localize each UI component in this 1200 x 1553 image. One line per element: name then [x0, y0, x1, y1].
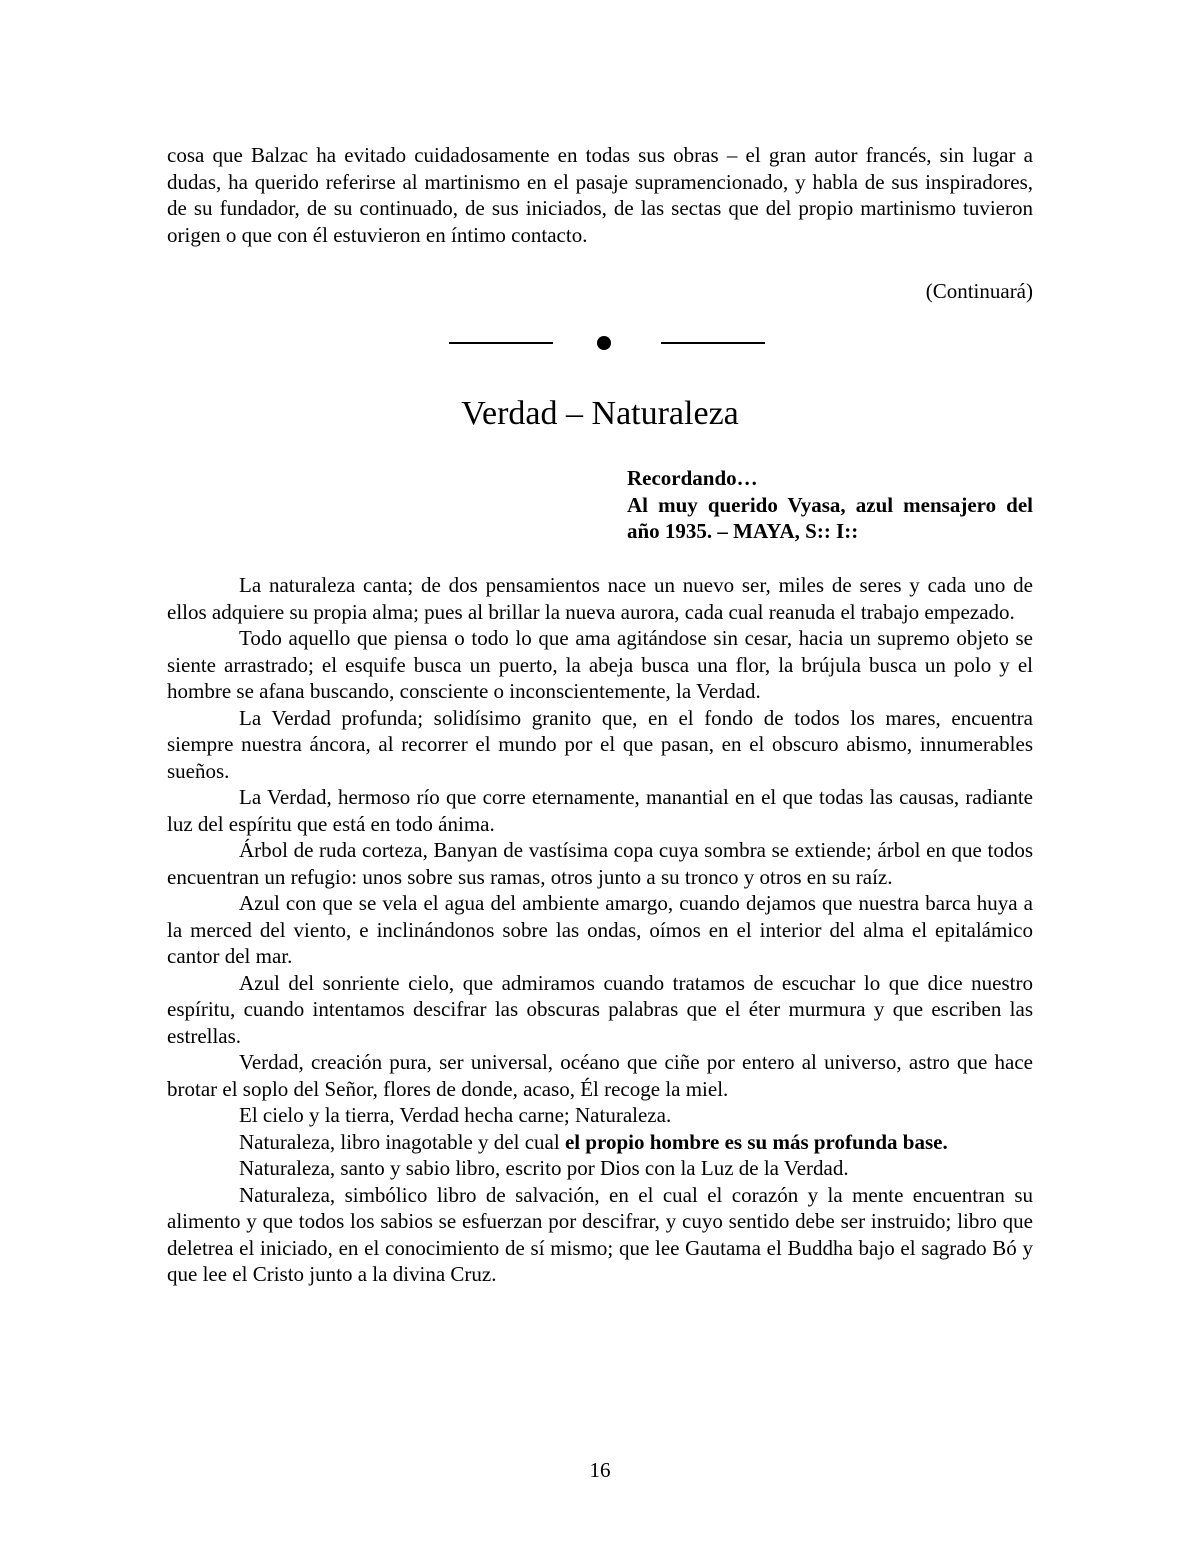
- body-paragraph: La naturaleza canta; de dos pensamientos nace un nuevo ser, miles de seres y cada uno de ellos adquiere su propia alma; pues al brillar la nueva aurora, cada cual reanuda el trabajo empezado.: [167, 573, 1033, 624]
- section-separator: [167, 330, 1033, 354]
- body-paragraph: El cielo y la tierra, Verdad hecha carne; Naturaleza.: [239, 1103, 672, 1127]
- article-body: [167, 572, 1033, 1288]
- page-number: 16: [589, 1458, 611, 1482]
- body-paragraph: La Verdad, hermoso río que corre eternamente, manantial en el que todas las causas, radiante luz del espíritu que está en todo ánima.: [167, 785, 1033, 836]
- dedication-block: [627, 465, 1033, 545]
- body-paragraph: Azul con que se vela el agua del ambiente amargo, cuando dejamos que nuestra barca huya a la merced del viento, e inclinándonos sobre las ondas, oímos en el interior del alma el epitalámico cantor del mar.: [167, 891, 1033, 968]
- body-paragraph-bold: el propio hombre es su más profunda base.: [564, 1129, 948, 1154]
- dedication-line-2: Al muy querido Vyasa, azul mensajero del año 1935. – MAYA, S:: I::: [627, 492, 1033, 543]
- dedication-line-1: Recordando…: [627, 466, 758, 490]
- body-paragraph: La Verdad profunda; solidísimo granito que, en el fondo de todos los mares, encuentra siempre nuestra áncora, al recorrer el mundo por el que pasan, en el obscuro abismo, innumerables sueños.: [167, 705, 1033, 783]
- body-paragraph: Naturaleza, simbólico libro de salvación, en el cual el corazón y la mente encuentran su alimento y que todos los sabios se esfuerzan por descifrar, y cuyo sentido debe ser instruido; libro que deletrea el iniciado, en el conocimiento de sí mismo; que lee Gautama el Buddha bajo el sagrado Bó y que lee el Cristo junto a la divina Cruz.: [167, 1182, 1033, 1286]
- body-paragraph: Todo aquello que piensa o todo lo que ama agitándose sin cesar, hacia un supremo objeto se siente arrastrado; el esquife busca un puerto, la abeja busca una flor, la brújula busca un polo y el hombre se afana buscando, consciente o inconscientemente, la Verdad.: [167, 626, 1033, 703]
- body-paragraph: Verdad, creación pura, ser universal, océano que ciñe por entero al universo, astro que hace brotar el soplo del Señor, flores de donde, acaso, Él recoge la miel.: [167, 1050, 1033, 1101]
- body-paragraph-text: Naturaleza, libro inagotable y del cual: [239, 1129, 565, 1154]
- body-paragraph: Naturaleza, santo y sabio libro, escrito por Dios con la Luz de la Verdad.: [239, 1156, 849, 1180]
- body-paragraph-mixed: [167, 1129, 1033, 1156]
- separator-line-left: [449, 342, 553, 344]
- article-title: Verdad – Naturaleza: [461, 395, 739, 432]
- continued-note: (Continuará): [925, 279, 1033, 303]
- separator-line-right: [661, 342, 765, 344]
- separator-dot-icon: [597, 336, 611, 350]
- body-paragraph: Árbol de ruda corteza, Banyan de vastísima copa cuya sombra se extiende; árbol en que todos encuentran un refugio: unos sobre sus ramas, otros junto a su tronco y otros en su raíz.: [167, 838, 1033, 889]
- continued-paragraph: cosa que Balzac ha evitado cuidadosamente en todas sus obras – el gran autor francés, sin lugar a dudas, ha querido referirse al martinismo en el pasaje supramencionado, y habla de sus inspiradores, de su fundador, de su continuado, de sus iniciados, de las sectas que del propio martinismo tuvieron origen o que con él estuvieron en íntimo contacto.: [167, 143, 1033, 247]
- body-paragraph: Azul del sonriente cielo, que admiramos cuando tratamos de escuchar lo que dice nuestro espíritu, cuando intentamos descifrar las obscuras palabras que el éter murmura y que escriben las estrellas.: [167, 970, 1033, 1048]
